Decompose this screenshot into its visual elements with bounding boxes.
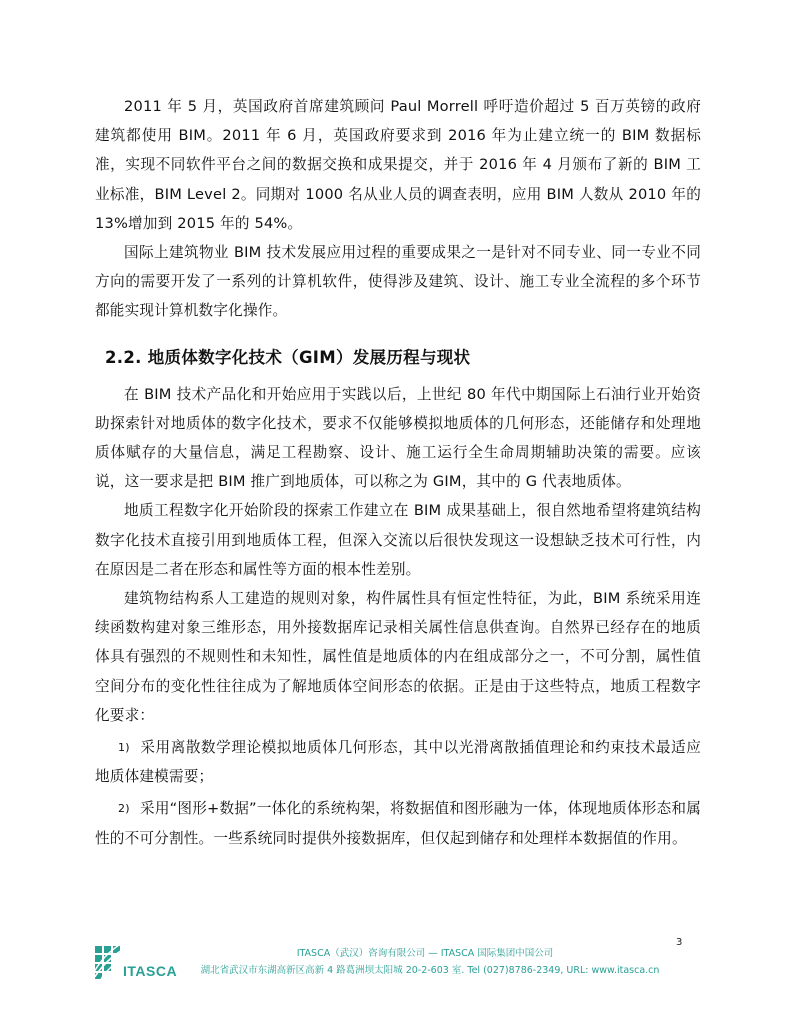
paragraph-bim-software: 国际上建筑物业 BIM 技术发展应用过程的重要成果之一是针对不同专业、同一专业不同方向的需要开发了一系列的计算机软件，使得涉及建筑、设计、施工专业全流程的多个环节都能实现计算机数字化操作。 [95, 244, 701, 320]
paragraph-gim-origin: 在 BIM 技术产品化和开始应用于实践以后，上世纪 80 年代中期国际上石油行业开始资助探索针对地质体的数字化技术，要求不仅能够模拟地质体的几何形态，还能储存和处理地质体赋存的大量信息，满足工程勘察、设计、施工运行全生命周期辅助决策的需要。应该说，这一要求是把 BIM 推广到地质体，可以称之为 GIM，其中的 G 代表地质体。 [95, 385, 701, 491]
list-item-number: 1) [118, 741, 130, 755]
page-number: 3 [676, 937, 683, 948]
section-heading-gim: 2.2. 地质体数字化技术（GIM）发展历程与现状 [105, 347, 471, 367]
paragraph-gim-exploration: 地质工程数字化开始阶段的探索工作建立在 BIM 成果基础上，很自然地希望将建筑结构数字化技术直接引用到地质体工程，但深入交流以后很快发现这一设想缺乏技术可行性，内在原因是二者在形态和属性等方面的根本性差别。 [95, 502, 701, 578]
list-item [95, 733, 701, 791]
paragraph-gim-differences: 建筑物结构系人工建造的规则对象，构件属性具有恒定性特征，为此，BIM 系统采用连续函数构建对象三维形态，用外接数据库记录相关属性信息供查询。自然界已经存在的地质体具有强烈的不规则性和未知性，属性值是地质体的内在组成部分之一，不可分割，属性值空间分布的变化性往往成为了解地质体空间形态的依据。正是由于这些特点，地质工程数字化要求： [95, 590, 701, 724]
page-footer [0, 940, 791, 980]
paragraph-bim-uk-policy: 2011 年 5 月，英国政府首席建筑顾问 Paul Morrell 呼吁造价超过 5 百万英镑的政府建筑都使用 BIM。2011 年 6 月，英国政府要求到 2016 年为止建立统一的 BIM 数据标准，实现不同软件平台之间的数据交换和成果提交，并于 2016 年 4 月颁布了新的 BIM 工业标准，BIM Level 2。同期对 1000 名从业人员的调查表明，应用 BIM 人数从 2010 年的 13%增加到 2015 年的 54%。 [95, 98, 701, 232]
list-item [95, 794, 701, 852]
list-item-text: 采用“图形+数据”一体化的系统构架，将数据值和图形融为一体，体现地质体形态和属性的不可分割性。一些系统同时提供外接数据库，但仅起到储存和处理样本数据值的作用。 [95, 800, 701, 847]
list-item-number: 2) [118, 802, 130, 816]
footer-company-line: ITASCA（武汉）咨询有限公司 — ITASCA 国际集团中国公司 [296, 948, 554, 959]
list-item-text: 采用离散数学理论模拟地质体几何形态，其中以光滑离散插值理论和约束技术最适应地质体建模需要； [95, 739, 701, 786]
footer-address-line: 湖北省武汉市东湖高新区高新 4 路葛洲坝太阳城 20-2-603 室. Tel (027)8786-2349, URL: www.itasca.cn [200, 965, 660, 976]
itasca-logo [93, 944, 179, 980]
logo-text: ITASCA [123, 963, 178, 979]
itasca-logo-icon [93, 944, 127, 980]
page-content [95, 92, 701, 853]
